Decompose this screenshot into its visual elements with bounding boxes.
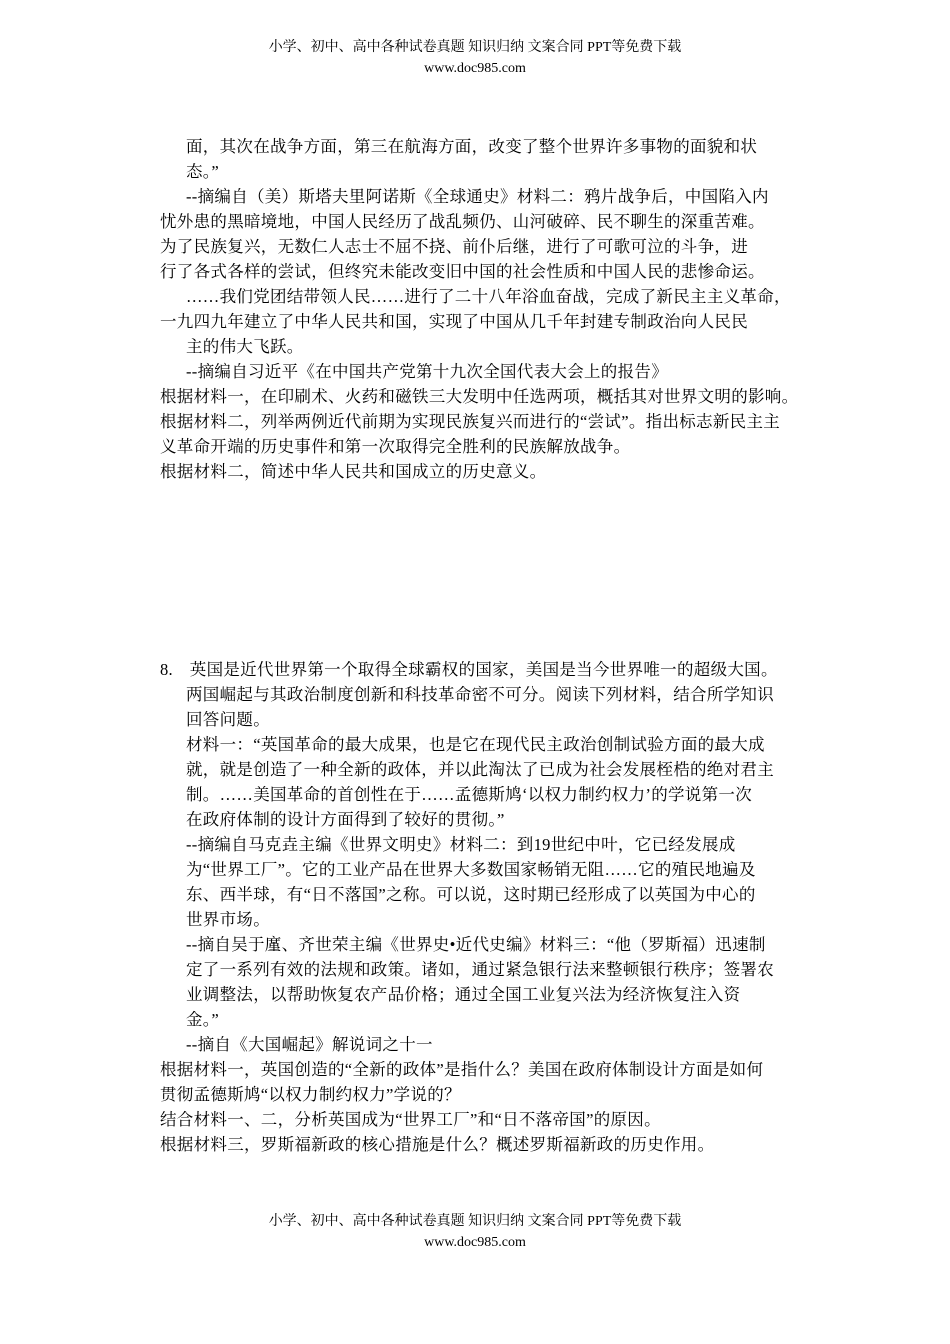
- text-line: 结合材料一、二，分析英国成为“世界工厂”和“日不落帝国”的原因。: [160, 1110, 661, 1129]
- text-line: --摘编自马克垚主编《世界文明史》材料二：到19世纪中叶，它已经发展成: [186, 835, 736, 854]
- text-line: 在政府体制的设计方面得到了较好的贯彻。”: [186, 810, 505, 829]
- text-line: 制。……美国革命的首创性在于……孟德斯鸠‘以权力制约权力’的学说第一次: [186, 785, 752, 804]
- text-line: 世界市场。: [186, 910, 270, 929]
- header-promo-text: 小学、初中、高中各种试卷真题 知识归纳 文案合同 PPT等免费下载: [268, 40, 682, 55]
- text-line: 贯彻孟德斯鸠“以权力制约权力”学说的？: [160, 1085, 461, 1104]
- text-line: 根据材料二，列举两例近代前期为实现民族复兴而进行的“尝试”。指出标志新民主主: [160, 412, 781, 431]
- text-line: 东、西半球，有“日不落国”之称。可以说，这时期已经形成了以英国为中心的: [186, 885, 756, 904]
- page-header: [0, 37, 950, 79]
- text-line: 根据材料二，简述中华人民共和国成立的历史意义。: [160, 462, 547, 481]
- text-line: --摘编自（美）斯塔夫里阿诺斯《全球通史》材料二：鸦片战争后，中国陷入内: [186, 187, 769, 206]
- text-line: 定了一系列有效的法规和政策。诸如，通过紧急银行法来整顿银行秩序；签署农: [186, 960, 774, 979]
- text-line: 根据材料三，罗斯福新政的核心措施是什么？概述罗斯福新政的历史作用。: [160, 1135, 715, 1154]
- text-line: 根据材料一，英国创造的“全新的政体”是指什么？美国在政府体制设计方面是如何: [160, 1060, 764, 1079]
- text-line: --摘自《大国崛起》解说词之十一: [186, 1035, 433, 1054]
- question-7-text-block: [160, 134, 815, 484]
- text-line: 为了民族复兴，无数仁人志士不屈不挠、前仆后继，进行了可歌可泣的斗争，进: [160, 237, 748, 256]
- text-line: --摘自吴于廑、齐世荣主编《世界史•近代史编》材料三：“他（罗斯福）迅速制: [186, 935, 766, 954]
- text-line: 根据材料一，在印刷术、火药和磁铁三大发明中任选两项，概括其对世界文明的影响。: [160, 387, 799, 406]
- text-line: 一九四九年建立了中华人民共和国，实现了中国从几千年封建专制政治向人民民: [160, 312, 748, 331]
- page-footer: [0, 1211, 950, 1253]
- text-line: 义革命开端的历史事件和第一次取得完全胜利的民族解放战争。: [160, 437, 631, 456]
- footer-promo-text: 小学、初中、高中各种试卷真题 知识归纳 文案合同 PPT等免费下载: [268, 1214, 682, 1229]
- text-line: ……我们党团结带领人民……进行了二十八年浴血奋战，完成了新民主主义革命，: [186, 287, 791, 306]
- text-line: 面，其次在战争方面，第三在航海方面，改变了整个世界许多事物的面貌和状: [186, 137, 758, 156]
- text-line: 两国崛起与其政治制度创新和科技革命密不可分。阅读下列材料，结合所学知识: [186, 685, 774, 704]
- text-line: 金。”: [186, 1010, 219, 1029]
- text-line: 材料一：“英国革命的最大成果，也是它在现代民主政治创制试验方面的最大成: [186, 735, 765, 754]
- header-site-url: www.doc985.com: [424, 61, 526, 76]
- footer-site-url: www.doc985.com: [424, 1235, 526, 1250]
- text-line: 忧外患的黑暗境地，中国人民经历了战乱频仍、山河破碎、民不聊生的深重苦难。: [160, 212, 765, 231]
- text-line: 就，就是创造了一种全新的政体，并以此淘汰了已成为社会发展桎梏的绝对君主: [186, 760, 774, 779]
- text-line: 回答问题。: [186, 710, 270, 729]
- text-line: 8. 英国是近代世界第一个取得全球霸权的国家，美国是当今世界唯一的超级大国。: [160, 660, 778, 679]
- question-8-text-block: [160, 657, 815, 1157]
- text-line: 业调整法，以帮助恢复农产品价格；通过全国工业复兴法为经济恢复注入资: [186, 985, 741, 1004]
- text-line: 为“世界工厂”。它的工业产品在世界大多数国家畅销无阻……它的殖民地遍及: [186, 860, 756, 879]
- text-line: --摘编自习近平《在中国共产党第十九次全国代表大会上的报告》: [186, 362, 668, 381]
- text-line: 行了各式各样的尝试，但终究未能改变旧中国的社会性质和中国人民的悲惨命运。: [160, 262, 765, 281]
- text-line: 态。”: [186, 162, 219, 181]
- text-line: 主的伟大飞跃。: [186, 337, 304, 356]
